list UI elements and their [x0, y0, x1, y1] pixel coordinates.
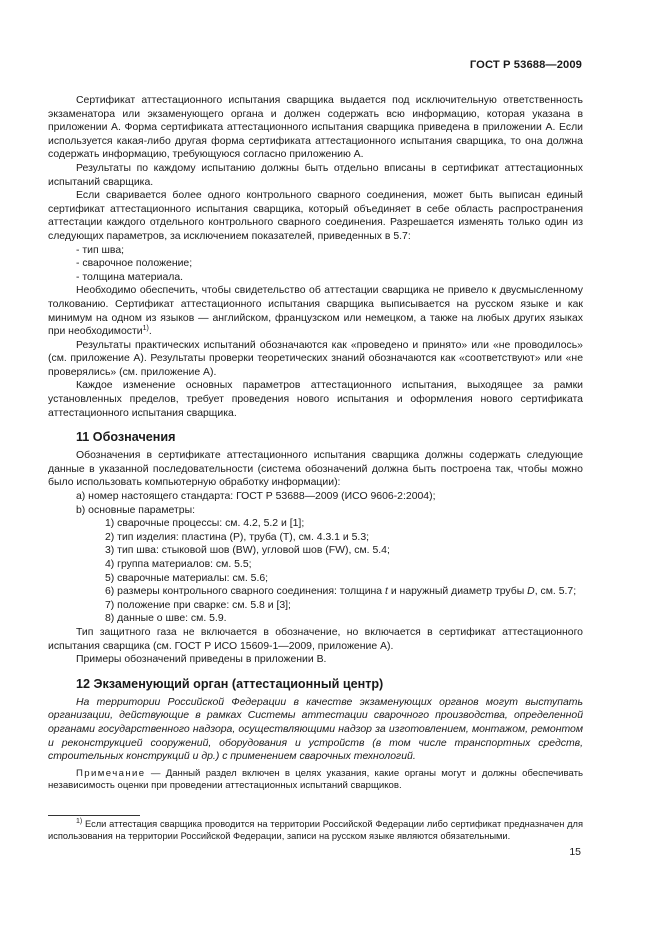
footnote — [48, 818, 583, 842]
subitem-weld-details: 8) данные о шве: см. 5.9. — [105, 613, 227, 625]
subitem-welding-processes: 1) сварочные процессы: см. 4.2, 5.2 и [1]; — [105, 518, 305, 530]
paragraph-language-end: . — [148, 326, 152, 338]
section-11-intro: Обозначения в сертификате аттестационного испытания сварщика должны содержать следующие данные в указанной последовательности (система обозначений должна быть построена так, чтобы можно было использовать компьютерную обработку информации): — [48, 450, 583, 489]
paragraph-results-entry: Результаты по каждому испытанию должны быть отдельно вписаны в сертификат аттестационных испытаний сварщика. — [48, 162, 583, 188]
standard-code: ГОСТ Р 53688—2009 — [469, 59, 582, 71]
subitem-welding-position: 7) положение при сварке: см. 5.8 и [3]; — [105, 599, 291, 611]
section-12-note — [48, 768, 583, 793]
subitem-weld-type: 3) тип шва: стыковой шов (BW), угловой шов (FW), см. 5.4; — [105, 545, 390, 557]
section-11-item-b: b) основные параметры: — [76, 504, 195, 516]
subitem-product-type: 2) тип изделия: пластина (Р), труба (Т), см. 4.3.1 и 5.3; — [105, 531, 370, 543]
note-text: — Данный раздел включен в целях указания, какие органы могут и должны обеспечивать независимость оценки при проведении аттестационных испытаний сварщиков. — [48, 767, 583, 792]
paragraph-examples: Примеры обозначений приведены в приложении В. — [76, 654, 327, 666]
footnote-marker: 1) — [76, 818, 83, 825]
section-12-italic-paragraph: На территории Российской Федерации в качестве экзаменующих органов могут выступать организации, действующие в рамках Системы аттестации сварочного производства, определенной органами государственного надзора, осуществляющими надзор за изготовлением, монтажом, ремонтом и реконструкцией сооружений, оборудования и устройств (в том числе транспортных средств, строительных конструкций и др.) с применением сварочных технологий. — [48, 696, 583, 763]
footnote-reference[interactable]: 1) — [142, 325, 149, 333]
subitem-consumables: 5) сварочные материалы: см. 5.6; — [105, 572, 269, 584]
page-number: 15 — [569, 846, 581, 858]
thickness-symbol: t — [385, 586, 388, 598]
body-text — [48, 94, 583, 793]
section-11-heading: 11 Обозначения — [76, 430, 176, 445]
diameter-symbol: D — [527, 586, 535, 598]
subitem-joint-dimensions-text-2: и наружный диаметр трубы — [387, 586, 528, 598]
list-item-weld-type: - тип шва; — [76, 244, 125, 256]
subitem-material-group: 4) группа материалов: см. 5.5; — [105, 559, 252, 570]
footnote-text: Если аттестация сварщика проводится на территории Российской Федерации либо сертификат предназначен для использования на территории Российской Федерации, записи на русском языке являются обязательными. — [48, 819, 583, 842]
note-label: Примечание — [76, 767, 146, 779]
list-item-welding-position: - сварочное положение; — [76, 258, 193, 270]
paragraph-multiple-joints: Если сваривается более одного контрольного сварного соединения, может быть выписан единый сертификат аттестационного испытания сварщика, который объединяет в себе область распространения аттестации каждого отдельного контрольного сварного соединения. Разрешается изменять только один из следующих параметров, за исключением показателей, приведенных в 5.7: — [48, 190, 583, 242]
subitem-joint-dimensions-text-3: , см. 5.7; — [534, 586, 577, 598]
paragraph-language — [48, 284, 583, 338]
section-12-heading: 12 Экзаменующий орган (аттестационный центр) — [76, 676, 384, 691]
subitem-joint-dimensions — [48, 585, 583, 599]
paragraph-certificate-issue: Сертификат аттестационного испытания сварщика выдается под исключительную ответственность экзаменатора или экзаменующего органа и должен содержать всю информацию, которая указана в приложении А. Форма сертификата аттестационного испытания сварщика приведена в приложении А. Если используется какая-либо другая форма сертификата аттестационного испытания сварщика, то она должна содержать информацию, требующуюся согласно приложению А. — [48, 95, 583, 161]
paragraph-shielding-gas: Тип защитного газа не включается в обозначение, но включается в сертификат аттестационного испытания сварщика (см. ГОСТ Р ИСО 15609-1—2009, приложение А). — [48, 626, 583, 652]
footnote-divider — [48, 815, 140, 816]
paragraph-parameter-change: Каждое изменение основных параметров аттестационного испытания, выходящее за рамки установленных пределов, требует проведения нового испытания и оформления нового сертификата аттестационного испытания сварщика. — [48, 380, 583, 419]
subitem-joint-dimensions-text: 6) размеры контрольного сварного соединения: толщина — [105, 586, 386, 598]
paragraph-results-designation: Результаты практических испытаний обозначаются как «проведено и принято» или «не проводилось» (см. приложение А). Результаты проверки теоретических знаний обозначаются как «соответствуют» или «не проверялись» (см. приложение А). — [48, 339, 583, 378]
list-item-material-thickness: - толщина материала. — [76, 271, 184, 283]
paragraph-language-text: Необходимо обеспечить, чтобы свидетельство об аттестации сварщика не привело к двусмысленному толкованию. Сертификат аттестационного испытания сварщика выписывается на русском языке и как минимум на одном из языков — английском, французском или немецком, а также на любых других языках при необходимости — [48, 285, 583, 338]
section-11-item-a: а) номер настоящего стандарта: ГОСТ Р 53688—2009 (ИСО 9606-2:2004); — [76, 491, 436, 503]
